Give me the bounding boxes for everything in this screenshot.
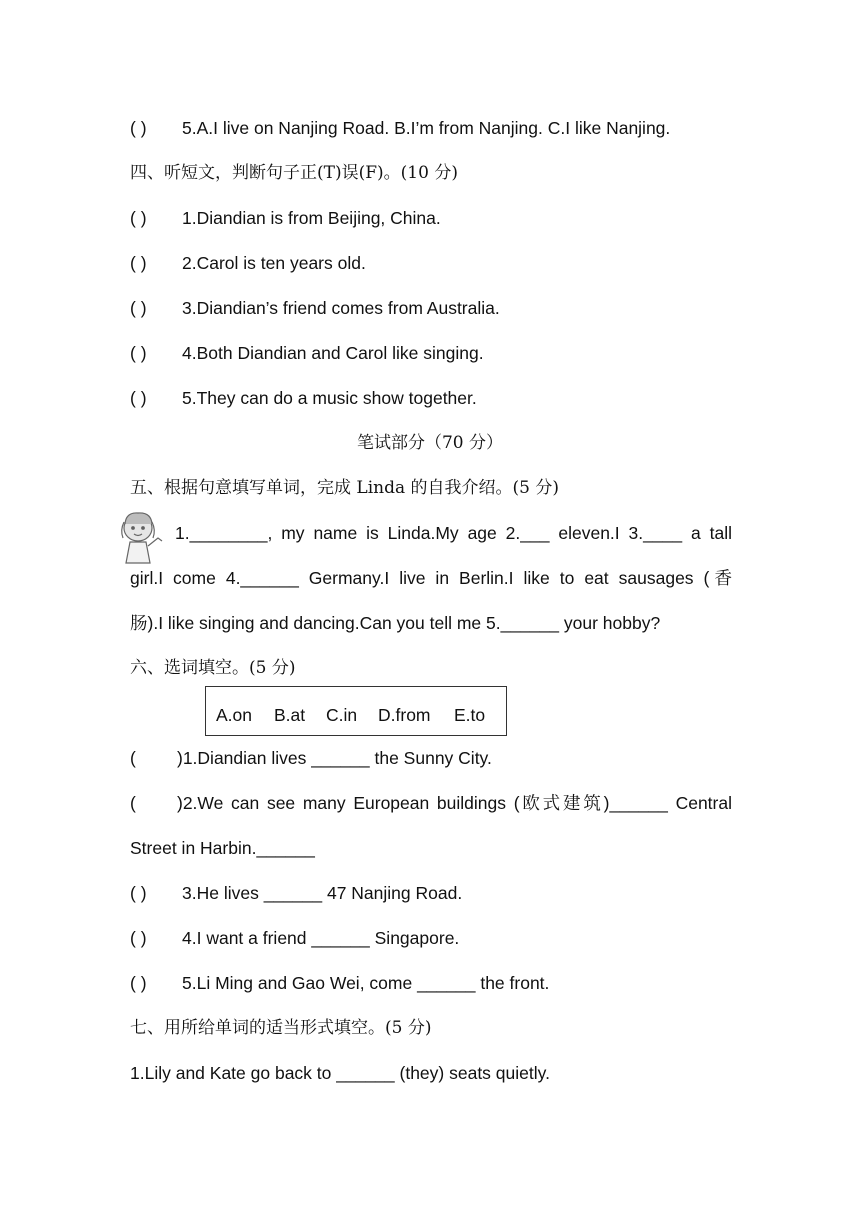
answer-blank[interactable]: ( ) xyxy=(130,343,147,363)
passage-line: girl.I come 4.______ Germany.I live in Berlin.I like to eat sausages (香 xyxy=(130,568,732,588)
written-section-title: 笔试部分（70 分） xyxy=(356,433,504,453)
question-text: 5.Li Ming and Gao Wei, come ______ the front. xyxy=(182,973,550,993)
question-text: 3.He lives ______ 47 Nanjing Road. xyxy=(182,883,463,903)
passage-text: 1.________, my name is Linda.My age 2.___ eleven.I 3.____ a tall xyxy=(175,523,732,543)
question-text: 4.Both Diandian and Carol like singing. xyxy=(182,343,484,363)
answer-blank[interactable]: ( ) xyxy=(130,253,147,273)
answer-blank[interactable]: ( xyxy=(130,793,136,813)
passage-line xyxy=(130,522,732,544)
answer-blank[interactable]: ( ) xyxy=(130,298,147,318)
answer-blank[interactable]: ( ) xyxy=(130,118,147,138)
word-option: D.from xyxy=(378,705,431,725)
question-row xyxy=(130,252,366,274)
answer-blank[interactable]: ( ) xyxy=(130,928,147,948)
question-row: 1.Lily and Kate go back to ______ (they) seats quietly. xyxy=(130,1063,550,1083)
section-6-title: 六、选词填空。(5 分) xyxy=(130,658,296,678)
question-row xyxy=(130,927,459,949)
question-continuation: Street in Harbin.______ xyxy=(130,838,315,858)
section-7-title: 七、用所给单词的适当形式填空。(5 分) xyxy=(130,1018,432,1038)
question-text: 5.They can do a music show together. xyxy=(182,388,477,408)
answer-blank[interactable]: ( ) xyxy=(130,208,147,228)
passage-line: 肠).I like singing and dancing.Can you tell me 5.______ your hobby? xyxy=(130,613,661,633)
question-text: 1.Diandian is from Beijing, China. xyxy=(182,208,441,228)
word-option: E.to xyxy=(454,705,486,725)
question-text: 3.Diandian’s friend comes from Australia. xyxy=(182,298,500,318)
answer-blank[interactable]: ( ) xyxy=(130,388,147,408)
word-option: C.in xyxy=(326,705,358,725)
question-row xyxy=(130,297,500,319)
question-row xyxy=(130,882,462,904)
question-text: )2.We can see many European buildings (欧式建筑)______ Central xyxy=(177,793,732,813)
question-row xyxy=(130,207,441,229)
answer-blank[interactable]: ( xyxy=(130,748,136,768)
question-row xyxy=(130,972,549,994)
question-text: 2.Carol is ten years old. xyxy=(182,253,366,273)
section-5-title: 五、根据句意填写单词，完成 Linda 的自我介绍。(5 分) xyxy=(130,478,559,498)
question-row xyxy=(130,747,492,769)
question-row xyxy=(130,792,732,814)
answer-blank[interactable]: ( ) xyxy=(130,883,147,903)
section-4-title: 四、听短文，判断句子正(T)误(F)。(10 分) xyxy=(130,163,458,183)
answer-blank[interactable]: ( ) xyxy=(130,973,147,993)
question-text: 4.I want a friend ______ Singapore. xyxy=(182,928,460,948)
word-options-box xyxy=(205,686,507,736)
question-row xyxy=(130,117,670,139)
question-row xyxy=(130,387,477,409)
question-text: )1.Diandian lives ______ the Sunny City. xyxy=(177,748,492,768)
word-option: A.on xyxy=(216,705,252,725)
question-text: 5.A.I live on Nanjing Road. B.I’m from Nanjing. C.I like Nanjing. xyxy=(182,118,671,138)
question-row xyxy=(130,342,484,364)
word-option: B.at xyxy=(274,705,306,725)
